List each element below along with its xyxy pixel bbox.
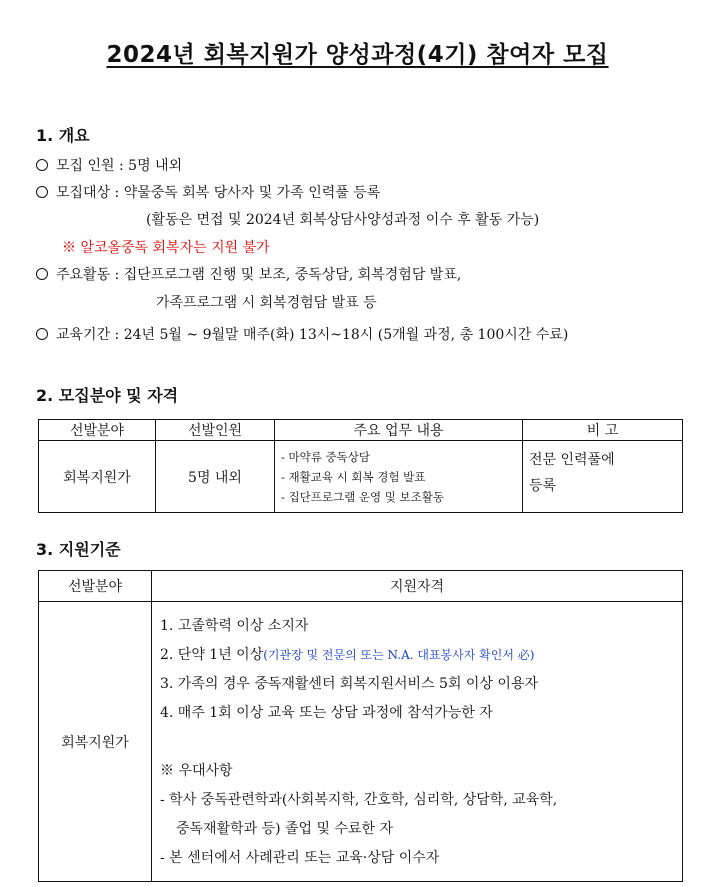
training-period: 교육기간 : 24년 5월 ~ 9월말 매주(화) 13시~18시 (5개월 과정, 총 100시간 수료) [36, 324, 568, 344]
warning-note: ※ 알코올중독 회복자는 지원 불가 [62, 240, 270, 256]
main-activities: 주요활동 : 집단프로그램 진행 및 보조, 중독상담, 회복경험담 발표, [36, 264, 461, 284]
header-field: 선발분야 [39, 571, 152, 602]
header-quals: 지원자격 [152, 571, 683, 602]
qual-note: (기관장 및 전문의 또는 N.A. 대표봉사자 확인서 必) [263, 648, 535, 662]
circle-bullet-icon [36, 159, 48, 171]
preference-item: - 학사 중독관련학과(사회복지학, 간호학, 심리학, 상담학, 교육학, [160, 792, 558, 808]
page-title: 2024년 회복지원가 양성과정(4기) 참여자 모집 [106, 42, 609, 68]
table-header-row [39, 571, 683, 602]
section2-heading: 2. 모집분야 및 자격 [36, 386, 179, 405]
section1-heading: 1. 개요 [36, 126, 90, 145]
cell-count: 5명 내외 [156, 441, 275, 513]
qual-item: 2. 단약 1년 이상(기관장 및 전문의 또는 N.A. 대표봉사자 확인서 必) [160, 647, 535, 663]
circle-bullet-icon [36, 328, 48, 340]
cell-note: 전문 인력풀에 등록 [523, 441, 683, 513]
qual-item: 3. 가족의 경우 중독재활센터 회복지원서비스 5회 이상 이용자 [160, 676, 538, 692]
header-field: 선발분야 [39, 420, 156, 441]
main-activities-sub: 가족프로그램 시 회복경험담 발표 등 [156, 295, 377, 311]
preference-item: - 본 센터에서 사례관리 또는 교육·상담 이수자 [160, 850, 440, 866]
circle-bullet-icon [36, 186, 48, 198]
target: 모집대상 : 약물중독 회복 당사자 및 가족 인력풀 등록 [36, 182, 380, 202]
recruit-table [38, 419, 683, 513]
preference-title: ※ 우대사항 [160, 763, 233, 779]
preference-item: 중독재활학과 등) 졸업 및 수료한 자 [176, 821, 394, 837]
qual-item: 1. 고졸학력 이상 소지자 [160, 618, 309, 634]
cell-field: 회복지원가 [39, 602, 152, 882]
table-row [39, 441, 683, 513]
criteria-table [38, 570, 683, 882]
header-duties: 주요 업무 내용 [275, 420, 523, 441]
target-sub: (활동은 면접 및 2024년 회복상담사양성과정 이수 후 활동 가능) [146, 212, 540, 228]
cell-duties: - 마약류 중독상담 - 재활교육 시 회복 경험 발표 - 집단프로그램 운영 및 보조활동 [275, 441, 523, 513]
header-note: 비 고 [523, 420, 683, 441]
header-count: 선발인원 [156, 420, 275, 441]
cell-quals [152, 602, 683, 882]
qual-item: 4. 매주 1회 이상 교육 또는 상담 과정에 참석가능한 자 [160, 705, 493, 721]
recruit-count: 모집 인원 : 5명 내외 [36, 155, 182, 175]
cell-field: 회복지원가 [39, 441, 156, 513]
table-header-row [39, 420, 683, 441]
circle-bullet-icon [36, 268, 48, 280]
table-row [39, 602, 683, 882]
section3-heading: 3. 지원기준 [36, 540, 121, 559]
